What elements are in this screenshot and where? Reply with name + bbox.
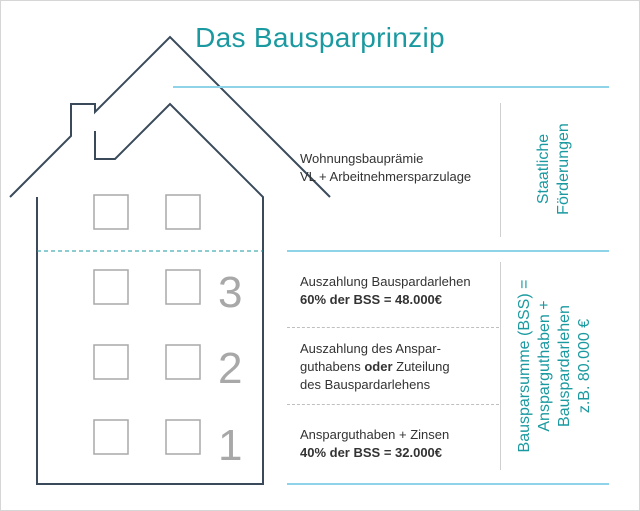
side-bottom-line-4: z.B. 80.000 € bbox=[576, 318, 593, 414]
level-3-line-1: Auszahlung Bauspardarlehen bbox=[300, 274, 471, 289]
top-rule bbox=[173, 86, 609, 88]
roof-line-1: Wohnungsbauprämie bbox=[300, 151, 424, 166]
side-bottom-line-1: Bausparsumme (BSS) = bbox=[516, 279, 533, 453]
level-2-line-1: Auszahlung des Anspar- bbox=[300, 341, 441, 356]
page-title: Das Bausparprinzip bbox=[195, 22, 445, 53]
level-1-line-1: Ansparguthaben + Zinsen bbox=[300, 427, 450, 442]
divider-top bbox=[500, 103, 501, 237]
window bbox=[94, 420, 128, 454]
level-2-line-2-bold: oder bbox=[364, 359, 393, 374]
separator-3-2 bbox=[287, 327, 499, 328]
level-2-line-3: des Bauspardarlehens bbox=[300, 377, 431, 392]
side-label-bottom bbox=[515, 280, 595, 453]
roof-line-2: VL + Arbeitnehmersparzulage bbox=[300, 169, 472, 184]
side-bottom-line-3: Bauspardarlehen bbox=[556, 305, 573, 427]
window bbox=[94, 195, 128, 229]
level-number-3: 3 bbox=[218, 268, 243, 317]
level-2-line-2-pre: guthabens bbox=[300, 359, 365, 374]
window bbox=[166, 420, 200, 454]
side-top-line-2: Förderungen bbox=[555, 123, 572, 215]
level-1-text bbox=[300, 426, 449, 462]
window bbox=[94, 345, 128, 379]
window bbox=[94, 270, 128, 304]
window bbox=[166, 195, 200, 229]
window bbox=[166, 270, 200, 304]
bottom-rule bbox=[287, 483, 609, 485]
level-number-1: 1 bbox=[218, 421, 243, 470]
side-bottom-line-2: Ansparguthaben + bbox=[536, 300, 553, 432]
house-chimney-line bbox=[71, 131, 95, 136]
middle-rule bbox=[287, 250, 609, 252]
house-outline-outer bbox=[10, 37, 330, 197]
separator-2-1 bbox=[287, 404, 499, 405]
level-3-text bbox=[300, 273, 471, 309]
roof-text bbox=[300, 150, 471, 186]
level-3-line-2: 60% der BSS = 48.000€ bbox=[300, 292, 443, 307]
level-2-text bbox=[300, 340, 450, 394]
window bbox=[166, 345, 200, 379]
level-2-line-2-post: Zuteilung bbox=[392, 359, 450, 374]
side-label-top bbox=[534, 123, 574, 215]
level-1-line-2: 40% der BSS = 32.000€ bbox=[300, 445, 443, 460]
level-number-2: 2 bbox=[218, 344, 243, 393]
side-top-line-1: Staatliche bbox=[535, 133, 552, 205]
divider-bottom bbox=[500, 262, 501, 470]
